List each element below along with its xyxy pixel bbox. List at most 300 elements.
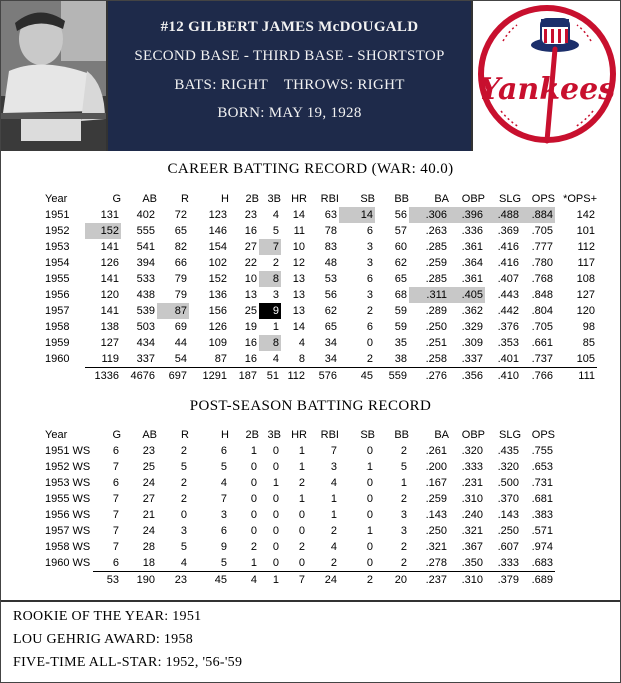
table-cell: .768 [531, 273, 553, 285]
column-header: Year [45, 193, 68, 205]
table-cell: 3 [330, 461, 337, 473]
career-title: CAREER BATTING RECORD (WAR: 40.0) [167, 161, 454, 177]
table-cell: 7 [112, 493, 119, 505]
table-cell: 13 [292, 305, 305, 317]
total-cell: .410 [485, 368, 521, 385]
table-cell: 0 [366, 337, 373, 349]
table-cell: 0 [272, 493, 279, 505]
total-cell: 2 [339, 572, 375, 589]
table-cell: 82 [174, 241, 187, 253]
table-cell: .350 [461, 557, 483, 569]
table-row [41, 523, 555, 539]
table-cell: .261 [425, 445, 447, 457]
table-cell: .285 [425, 241, 447, 253]
table-cell: .143 [497, 509, 519, 521]
table-cell: 1 [272, 321, 279, 333]
table-cell: 9 [259, 303, 281, 319]
table-cell: 3 [400, 509, 407, 521]
table-cell: 59 [394, 305, 407, 317]
total-cell [41, 572, 93, 589]
postseason-title: POST-SEASON BATTING RECORD [189, 398, 432, 414]
table-cell: 10 [244, 273, 257, 285]
total-cell: .379 [485, 572, 521, 589]
table-cell: .731 [531, 477, 553, 489]
table-cell: 154 [208, 241, 227, 253]
table-cell: 19 [244, 321, 257, 333]
table-cell: 2 [180, 445, 187, 457]
table-cell: 2 [298, 477, 305, 489]
table-cell: 434 [136, 337, 155, 349]
table-cell: 14 [292, 321, 305, 333]
table-cell: .336 [461, 225, 483, 237]
table-cell: 23 [142, 445, 155, 457]
table-cell: .705 [531, 225, 553, 237]
total-cell: 1 [259, 572, 281, 589]
table-cell: .259 [425, 493, 447, 505]
table-cell: 0 [250, 493, 257, 505]
table-cell: .416 [497, 257, 519, 269]
table-cell: .320 [461, 445, 483, 457]
table-cell: 4 [330, 477, 337, 489]
player-photo [1, 1, 108, 151]
table-cell: .200 [425, 461, 447, 473]
column-header: BB [394, 193, 409, 205]
table-cell: 0 [298, 557, 305, 569]
table-cell: .251 [425, 337, 447, 349]
table-cell: 127 [576, 289, 595, 301]
table-cell: 123 [208, 209, 227, 221]
table-cell: 146 [208, 225, 227, 237]
table-row [41, 223, 597, 239]
table-cell: .884 [521, 207, 555, 223]
table-cell: 14 [292, 209, 305, 221]
table-cell: 2 [366, 305, 373, 317]
table-cell: .442 [497, 305, 519, 317]
table-cell: 3 [272, 289, 279, 301]
table-cell: .310 [461, 493, 483, 505]
table-cell: 38 [394, 353, 407, 365]
table-cell: 6 [220, 445, 227, 457]
table-cell: 2 [400, 445, 407, 457]
table-cell: 56 [394, 209, 407, 221]
table-cell: .443 [497, 289, 519, 301]
table-cell: 59 [394, 321, 407, 333]
table-cell: 394 [136, 257, 155, 269]
table-cell: .369 [497, 225, 519, 237]
table-cell: .376 [497, 321, 519, 333]
table-cell: 66 [174, 257, 187, 269]
logo-wordmark: Yankees [478, 72, 616, 107]
table-cell: 68 [394, 289, 407, 301]
column-header: AB [142, 429, 157, 441]
total-cell: .310 [449, 572, 485, 589]
table-cell: 156 [208, 305, 227, 317]
table-cell: 1956 [45, 289, 70, 301]
table-cell: .321 [425, 541, 447, 553]
table-cell: 0 [272, 461, 279, 473]
table-cell: 25 [142, 461, 155, 473]
column-header: G [112, 429, 121, 441]
table-cell: 1 [366, 461, 373, 473]
table-cell: .780 [531, 257, 553, 269]
table-cell: .231 [461, 477, 483, 489]
table-cell: 27 [244, 241, 257, 253]
table-cell: 2 [400, 541, 407, 553]
table-cell: 13 [244, 289, 257, 301]
table-cell: 85 [582, 337, 595, 349]
table-cell: 1 [298, 461, 305, 473]
table-cell: .416 [497, 241, 519, 253]
table-cell: 65 [174, 225, 187, 237]
table-row [41, 351, 597, 368]
table-row [41, 271, 597, 287]
table-cell: 138 [100, 321, 119, 333]
total-cell: 1336 [85, 368, 121, 385]
table-cell: .259 [425, 257, 447, 269]
table-cell: .250 [425, 525, 447, 537]
table-cell: .321 [461, 525, 483, 537]
table-cell: .488 [485, 207, 521, 223]
table-cell: 438 [136, 289, 155, 301]
table-cell: 2 [400, 493, 407, 505]
table-cell: .367 [461, 541, 483, 553]
table-cell: .320 [497, 461, 519, 473]
table-cell: 54 [174, 353, 187, 365]
table-row [41, 303, 597, 319]
table-cell: .250 [497, 525, 519, 537]
table-cell: 7 [220, 493, 227, 505]
table-cell: 5 [400, 461, 407, 473]
table-cell: .571 [531, 525, 553, 537]
table-cell: 16 [244, 225, 257, 237]
total-cell: 45 [339, 368, 375, 385]
table-cell: 34 [324, 337, 337, 349]
table-cell: .364 [461, 257, 483, 269]
column-header: AB [142, 193, 157, 205]
player-positions: SECOND BASE - THIRD BASE - SHORTSTOP [134, 48, 445, 64]
table-cell: 3 [366, 289, 373, 301]
table-cell: .705 [531, 321, 553, 333]
table-cell: 1 [250, 557, 257, 569]
total-cell: 7 [281, 572, 307, 589]
yankees-logo-icon [473, 1, 621, 151]
table-cell: 1957 WS [45, 525, 91, 537]
table-row [41, 207, 597, 223]
table-row [41, 507, 555, 523]
column-header: H [221, 429, 229, 441]
table-cell: 35 [394, 337, 407, 349]
table-cell: 9 [220, 541, 227, 553]
column-header: BA [434, 193, 449, 205]
column-header: RBI [320, 429, 339, 441]
table-cell: 152 [208, 273, 227, 285]
table-cell: 87 [157, 303, 189, 319]
column-header: R [181, 193, 189, 205]
table-cell: 1 [298, 493, 305, 505]
table-cell: 0 [250, 509, 257, 521]
column-header: HR [291, 193, 307, 205]
table-cell: 1952 WS [45, 461, 91, 473]
table-cell: .661 [531, 337, 553, 349]
table-cell: 60 [394, 241, 407, 253]
table-cell: 3 [180, 525, 187, 537]
table-cell: 7 [112, 525, 119, 537]
table-cell: 2 [180, 477, 187, 489]
column-header: OBP [461, 429, 485, 441]
table-cell: 98 [582, 321, 595, 333]
table-cell: 12 [292, 257, 305, 269]
table-cell: 14 [339, 207, 375, 223]
table-cell: 1955 [45, 273, 70, 285]
table-cell: 63 [324, 209, 337, 221]
column-header: SLG [498, 193, 521, 205]
table-cell: 102 [208, 257, 227, 269]
awards-divider [1, 600, 620, 602]
table-cell: 1958 WS [45, 541, 91, 553]
column-header: BB [394, 429, 409, 441]
table-cell: 0 [366, 541, 373, 553]
table-cell: 3 [400, 525, 407, 537]
table-cell: 6 [366, 225, 373, 237]
table-cell: 0 [272, 445, 279, 457]
column-header: 3B [267, 193, 281, 205]
table-cell: .362 [461, 305, 483, 317]
table-cell: 1956 WS [45, 509, 91, 521]
table-cell: 2 [272, 257, 279, 269]
table-cell: 13 [292, 289, 305, 301]
table-cell: 6 [220, 525, 227, 537]
table-cell: 2 [330, 525, 337, 537]
totals-row [41, 368, 597, 385]
table-cell: 65 [324, 321, 337, 333]
table-cell: 0 [272, 557, 279, 569]
table-cell: 1 [250, 445, 257, 457]
table-row [41, 239, 597, 255]
title-band [108, 1, 471, 151]
table-cell: 0 [366, 493, 373, 505]
table-cell: 34 [324, 353, 337, 365]
column-header: SLG [498, 429, 521, 441]
award-allstar: FIVE-TIME ALL-STAR: 1952, '56-'59 [13, 655, 243, 670]
table-cell: 5 [220, 557, 227, 569]
table-cell: 8 [259, 335, 281, 351]
table-cell: .653 [531, 461, 553, 473]
table-cell: 2 [330, 557, 337, 569]
total-cell: 187 [229, 368, 259, 385]
total-cell: 111 [555, 368, 597, 385]
total-cell: 112 [281, 368, 307, 385]
table-cell: 4 [220, 477, 227, 489]
total-cell: 24 [307, 572, 339, 589]
table-cell: 78 [324, 225, 337, 237]
table-row [41, 459, 555, 475]
table-cell: 2 [400, 557, 407, 569]
table-cell: 136 [208, 289, 227, 301]
table-cell: 112 [577, 241, 595, 253]
table-cell: 0 [272, 541, 279, 553]
table-cell: 28 [142, 541, 155, 553]
table-cell: 24 [142, 477, 155, 489]
total-cell: .766 [521, 368, 555, 385]
table-cell: 120 [576, 305, 595, 317]
table-cell: .804 [531, 305, 553, 317]
table-cell: .370 [497, 493, 519, 505]
table-cell: 7 [259, 239, 281, 255]
table-cell: .258 [425, 353, 447, 365]
postseason-batting-table [41, 427, 555, 588]
table-cell: 6 [112, 445, 119, 457]
table-cell: 0 [298, 525, 305, 537]
table-cell: 4 [298, 337, 305, 349]
column-header: 3B [267, 429, 281, 441]
column-header: G [112, 193, 121, 205]
table-cell: .405 [449, 287, 485, 303]
table-cell: .974 [531, 541, 553, 553]
table-cell: .737 [531, 353, 553, 365]
player-photo-image [1, 1, 108, 151]
table-cell: 7 [330, 445, 337, 457]
table-cell: 555 [136, 225, 155, 237]
column-header: OPS [531, 193, 555, 205]
table-cell: .607 [497, 541, 519, 553]
table-cell: 7 [112, 461, 119, 473]
table-cell: 126 [208, 321, 227, 333]
total-cell: 53 [93, 572, 121, 589]
table-cell: .143 [425, 509, 447, 521]
total-cell: 20 [375, 572, 409, 589]
table-cell: 1953 WS [45, 477, 91, 489]
table-cell: .240 [461, 509, 483, 521]
table-cell: .250 [425, 321, 447, 333]
table-cell: 13 [292, 273, 305, 285]
column-header: H [221, 193, 229, 205]
table-cell: 10 [292, 241, 305, 253]
table-row [41, 335, 597, 351]
table-cell: 1959 [45, 337, 70, 349]
table-cell: .681 [531, 493, 553, 505]
table-cell: 402 [136, 209, 155, 221]
table-cell: 2 [180, 493, 187, 505]
table-cell: 11 [293, 225, 305, 237]
table-cell: .401 [497, 353, 519, 365]
total-cell: .689 [521, 572, 555, 589]
table-cell: .500 [497, 477, 519, 489]
table-cell: 0 [250, 461, 257, 473]
table-cell: 7 [112, 541, 119, 553]
table-cell: 22 [244, 257, 257, 269]
table-cell: 126 [100, 257, 119, 269]
total-cell: 4 [229, 572, 259, 589]
table-cell: 152 [85, 223, 121, 239]
table-cell: .848 [531, 289, 553, 301]
table-cell: 2 [250, 541, 257, 553]
table-cell: 1951 WS [45, 445, 91, 457]
table-cell: 83 [324, 241, 337, 253]
table-cell: 109 [208, 337, 227, 349]
table-cell: .777 [531, 241, 553, 253]
table-cell: 131 [100, 209, 119, 221]
table-cell: 6 [112, 477, 119, 489]
table-cell: .311 [409, 287, 449, 303]
table-cell: 3 [220, 509, 227, 521]
table-cell: 1 [330, 509, 337, 521]
table-cell: 87 [214, 353, 227, 365]
table-cell: 21 [142, 509, 155, 521]
table-cell: 6 [366, 321, 373, 333]
total-cell: 4676 [121, 368, 157, 385]
birth-date: BORN: MAY 19, 1928 [217, 105, 362, 121]
table-cell: 0 [366, 445, 373, 457]
table-cell: 141 [100, 273, 119, 285]
player-name: #12 GILBERT JAMES McDOUGALD [160, 19, 419, 35]
table-row [41, 555, 555, 572]
table-cell: 1955 WS [45, 493, 91, 505]
column-header: 2B [245, 193, 259, 205]
table-cell: 5 [180, 541, 187, 553]
header-row [41, 191, 597, 207]
table-cell: 5 [180, 461, 187, 473]
total-cell [41, 368, 85, 385]
table-cell: 141 [100, 305, 119, 317]
table-cell: 1960 [45, 353, 70, 366]
column-header: R [181, 429, 189, 441]
table-cell: 1 [272, 477, 279, 489]
table-cell: 5 [220, 461, 227, 473]
table-cell: .333 [461, 461, 483, 473]
table-cell: 3 [366, 257, 373, 269]
column-header: RBI [320, 193, 339, 205]
table-cell: .755 [531, 445, 553, 457]
table-cell: 6 [366, 273, 373, 285]
table-row [41, 443, 555, 459]
total-cell: 51 [259, 368, 281, 385]
table-cell: 0 [272, 509, 279, 521]
column-header: OBP [461, 193, 485, 205]
table-cell: 65 [394, 273, 407, 285]
column-header: SB [360, 193, 375, 205]
total-cell: .356 [449, 368, 485, 385]
table-cell: 127 [100, 337, 119, 349]
table-cell: .289 [425, 305, 447, 317]
table-cell: 4 [180, 557, 187, 569]
table-cell: 119 [101, 353, 119, 365]
table-cell: 105 [576, 353, 595, 365]
table-cell: 18 [142, 557, 155, 569]
total-cell: 1291 [189, 368, 229, 385]
table-cell: 79 [174, 289, 187, 301]
table-cell: 1 [400, 477, 407, 489]
table-cell: 72 [174, 209, 187, 221]
table-cell: .329 [461, 321, 483, 333]
table-row [41, 539, 555, 555]
table-cell: 25 [244, 305, 257, 317]
table-cell: .309 [461, 337, 483, 349]
table-cell: .361 [461, 241, 483, 253]
table-cell: 56 [324, 289, 337, 301]
table-cell: .353 [497, 337, 519, 349]
table-cell: 503 [136, 321, 155, 333]
table-cell: .407 [497, 273, 519, 285]
award-gehrig: LOU GEHRIG AWARD: 1958 [13, 632, 194, 647]
totals-row [41, 572, 555, 589]
table-cell: .435 [497, 445, 519, 457]
table-cell: 62 [394, 257, 407, 269]
table-cell: 0 [180, 509, 187, 521]
table-cell: .361 [461, 273, 483, 285]
column-header: OPS [531, 429, 555, 441]
table-row [41, 255, 597, 271]
table-cell: 117 [577, 257, 595, 269]
